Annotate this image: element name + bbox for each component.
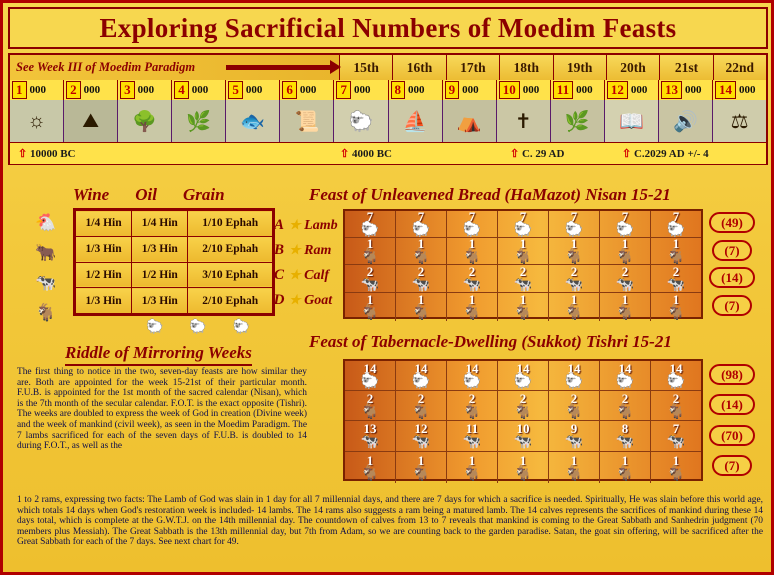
timeline-number-cell: [118, 80, 172, 100]
page-title: [8, 7, 768, 49]
feast1-letter-a: A: [273, 217, 284, 233]
donkey-icon: 🐔: [35, 213, 57, 232]
sheep-icon: 🐑: [232, 319, 251, 335]
lamb-icon: 🐑: [360, 222, 380, 238]
table-row: [345, 293, 701, 321]
grid-cell: 7 🐑: [549, 211, 600, 237]
ram-icon: 🐐: [615, 403, 635, 420]
timeline-number: 10: [499, 81, 520, 99]
goat-icon: 🐐: [615, 305, 635, 321]
goat-icon: 🐐: [462, 305, 482, 321]
offering-cell: 1/3 Hin: [132, 236, 188, 262]
grid-cell: 7 🐑: [600, 211, 651, 237]
ram-icon: 🐐: [564, 403, 584, 420]
grid-cell: 1 🐐: [549, 452, 600, 483]
riddle-heading: Riddle of Mirroring Weeks: [65, 343, 252, 366]
offering-cell: 1/4 Hin: [132, 211, 188, 237]
timeline-marker-row: [10, 142, 766, 164]
calf-icon: 🐄: [360, 434, 380, 450]
grid-cell: 1 🐐: [396, 293, 447, 321]
lamb-icon: 🐑: [615, 222, 635, 238]
timeline-marker: [340, 147, 392, 160]
timeline-zeros: 000: [522, 84, 540, 96]
sheep-icon: 🐑: [189, 319, 207, 335]
feast1-label-calf: ★ Calf: [289, 267, 330, 283]
timeline-number-cell: [659, 80, 713, 100]
feast1-letter-b: B: [273, 242, 284, 258]
timeline-number-cell: [226, 80, 280, 100]
calf-icon: 🐄: [513, 434, 533, 450]
grid-cell: 2 🐄: [600, 265, 651, 292]
lamb-icon: 🐑: [513, 373, 533, 390]
star-icon: ★: [289, 292, 301, 307]
grid-cell: 14 🐑: [396, 361, 447, 390]
goat-icon: 🐐: [360, 465, 380, 482]
up-arrow-icon: ⇧: [340, 148, 350, 160]
grid-cell: 1 🐐: [396, 238, 447, 264]
timeline-zeros: 000: [191, 84, 209, 96]
ram-icon: 🐐: [513, 403, 533, 420]
grid-cell: 2 🐄: [345, 265, 396, 292]
timeline-week-row: [10, 55, 766, 80]
tree-icon: 🌳: [118, 100, 172, 142]
table-row: [345, 391, 701, 421]
calf-icon: 🐄: [615, 434, 635, 450]
goat-icon: 🐐: [411, 305, 431, 321]
timeline-zeros: 000: [83, 84, 101, 96]
sunrise-icon: ☼: [10, 100, 64, 142]
ox-icon: 🐂: [35, 243, 57, 262]
grid-cell: 2 🐄: [549, 265, 600, 292]
timeline-number-cell: [280, 80, 334, 100]
timeline-marker: [622, 147, 709, 160]
riddle-bottom-text: 1 to 2 rams, expressing two facts: The Lamb of God was slain in 1 day for all 7 millennial days, and there are 7 days for which a sacrifice is needed. Spiritually, He was slain before this world age, which totals 14 days when God's restoration week is included- 14 lambs. The 14 rams also suggests a ram being a matured lamb. The 14 calves represents the sacrifices of mankind during these 14 days total, which is complete at the G.W.T.J. on the 14th millennial day. The countdown of calves from 13 to 7 reveals that mankind is coming to the Great Sabbath and Sanhedrin judgment (70 members plus Messiah). The Great Sabbath is the 13th millennial day, but 7th from Adam, so we are counting back to the garden paradise. Satan, the goat sin offering, will be sacrificed after the Great Sabbath for each of the 7 days. See next chart for 49.: [17, 495, 763, 548]
feast1-total-ram: (7): [712, 240, 751, 261]
up-arrow-icon: ⇧: [510, 148, 520, 160]
calf-icon: 🐄: [360, 276, 380, 293]
calf-icon: 🐄: [513, 276, 533, 293]
grid-cell: 7 🐑: [666, 209, 686, 238]
timeline-number-cell: [10, 80, 64, 100]
lamb-icon: 🐑: [462, 222, 482, 238]
timeline-number-cell: [713, 80, 766, 100]
offering-cell: 1/10 Ephah: [188, 211, 273, 237]
grid-cell: 7 🐑: [447, 211, 498, 237]
feast2-grid: [343, 359, 703, 481]
offerings-table: [73, 208, 275, 316]
feast1-letter-c: C: [273, 267, 284, 283]
feast2-total-lamb: (98): [709, 364, 755, 385]
grid-cell: 2 🐐: [447, 391, 498, 420]
timeline-number: 2: [66, 81, 81, 99]
ram-icon: 🐐: [666, 403, 686, 420]
tent-icon: ⛺: [443, 100, 497, 142]
feast1-label-goat: ★ Goat: [289, 292, 333, 308]
timeline-number-cell: [389, 80, 443, 100]
timeline-number: 8: [391, 81, 406, 99]
grid-cell: 1 🐐: [600, 238, 651, 264]
ram-icon: 🐐: [462, 403, 482, 420]
lamb-icon: 🐑: [666, 222, 686, 238]
grid-cell: 1 🐐: [498, 293, 549, 321]
page-title-text: Exploring Sacrificial Numbers of Moedim Feasts: [99, 12, 677, 43]
table-row: [345, 421, 701, 452]
week-21st: 21st: [660, 55, 713, 80]
goat-icon: 🐐: [615, 465, 635, 482]
timeline-number-cell: [172, 80, 226, 100]
timeline-number-cell: [551, 80, 605, 100]
timeline-number-cell: [64, 80, 118, 100]
ram-icon: 🐐: [513, 249, 533, 265]
grid-cell: 14 🐑: [345, 361, 396, 390]
week-16th: 16th: [393, 55, 446, 80]
grid-cell: 1 🐐: [345, 452, 396, 483]
grid-cell: 10 🐄: [498, 421, 549, 451]
cross-icon: ✝: [497, 100, 551, 142]
ram-icon: 🐐: [666, 249, 686, 265]
wreath-icon: 🌿: [551, 100, 605, 142]
grid-cell: 1 🐐: [666, 292, 686, 321]
feast1-label-lamb: ★ Lamb: [289, 217, 338, 233]
timeline-zeros: 000: [353, 84, 371, 96]
ram-icon: 🐐: [462, 249, 482, 265]
lamb-icon: 🐑: [666, 373, 686, 390]
ram-icon: 🐐: [411, 249, 431, 265]
timeline-number: 11: [553, 81, 573, 99]
grid-cell: 1 🐐: [600, 293, 651, 321]
timeline-number: 13: [661, 81, 682, 99]
timeline-number: 7: [336, 81, 351, 99]
feast2-total-calf: (70): [709, 425, 755, 446]
timeline-marker: [18, 147, 76, 160]
goat-icon: 🐐: [35, 303, 57, 322]
lamb-icon: 🐑: [615, 373, 635, 390]
up-arrow-icon: ⇧: [18, 148, 28, 160]
arrow-icon: [226, 65, 331, 70]
offering-cell: 2/10 Ephah: [188, 236, 273, 262]
feast1-label-ram: ★ Ram: [289, 242, 332, 258]
grid-cell: 14 🐑: [666, 360, 686, 390]
grain-header: Grain: [182, 185, 225, 204]
calf-icon: 🐄: [615, 276, 635, 293]
timeline-icon-row: [10, 100, 766, 142]
fish-icon: 🐟: [226, 100, 280, 142]
calf-icon: 🐄: [462, 434, 482, 450]
week-15th: 15th: [340, 55, 393, 80]
offering-cell: 1/3 Hin: [76, 236, 132, 262]
timeline-number-row: [10, 80, 766, 100]
oil-header: Oil: [135, 185, 157, 204]
grid-cell: 2 🐐: [345, 391, 396, 420]
grid-cell: 1 🐐: [345, 293, 396, 321]
grid-cell: 1 🐐: [447, 452, 498, 483]
feast1-letter-d: D: [273, 292, 285, 308]
grid-cell: 1 🐐: [498, 238, 549, 264]
feast1-total-goat: (7): [712, 295, 751, 316]
grid-cell: 2 🐄: [666, 263, 686, 293]
grid-cell: 2 🐐: [666, 390, 686, 420]
ark-icon: ⛵: [389, 100, 443, 142]
table-row: [345, 238, 701, 265]
timeline-number: 14: [715, 81, 736, 99]
grid-cell: 14 🐑: [498, 361, 549, 390]
feast1-title: Feast of Unleavened Bread (HaMazot) Nisan 15-21: [309, 185, 671, 204]
grid-cell: 1 🐐: [600, 452, 651, 483]
week-note: [10, 55, 340, 80]
grid-cell: 7 🐑: [498, 211, 549, 237]
lamb-icon: 🐑: [411, 222, 431, 238]
timeline-marker-label: C. 29 AD: [521, 148, 565, 160]
timeline-number: 9: [445, 81, 460, 99]
ram-icon: 🐐: [411, 403, 431, 420]
calf-icon: 🐄: [666, 434, 686, 450]
timeline-marker-label: C.2029 AD +/- 4: [633, 148, 709, 160]
offering-cell: 1/4 Hin: [76, 211, 132, 237]
feast1-totals: [703, 209, 761, 319]
calf-icon: 🐄: [462, 276, 482, 293]
lamb-icon: 🐑: [513, 222, 533, 238]
feast2-total-goat: (7): [712, 455, 751, 476]
lamb-icon: 🐑: [462, 373, 482, 390]
landscape-icon: ⛰: [64, 100, 118, 142]
trumpet-icon: 🔊: [659, 100, 713, 142]
grid-cell: 1 🐐: [549, 238, 600, 264]
animal-icon-column: [21, 208, 71, 328]
feast1-grid: [343, 209, 703, 319]
grid-cell: 2 🐐: [396, 391, 447, 420]
grid-cell: 7 🐄: [666, 421, 686, 450]
ram-icon: 🐐: [360, 403, 380, 420]
timeline-zeros: 000: [462, 84, 479, 96]
feast1-letter-column: [271, 213, 287, 313]
calf-icon: 🐄: [411, 434, 431, 450]
timeline-marker: [510, 147, 564, 160]
timeline-zeros: 000: [684, 84, 702, 96]
calf-icon: 🐄: [564, 434, 584, 450]
timeline-number: 12: [607, 81, 628, 99]
timeline-zeros: 000: [576, 84, 593, 96]
table-row: [345, 265, 701, 293]
ram-icon: 🐐: [360, 249, 380, 265]
offering-cell: 3/10 Ephah: [188, 262, 273, 288]
star-icon: ★: [289, 267, 301, 282]
timeline-number-cell: [605, 80, 659, 100]
timeline-number-cell: [334, 80, 388, 100]
timeline-zeros: 000: [408, 84, 425, 96]
timeline-zeros: 000: [630, 84, 648, 96]
lamb-icon: 🐑: [360, 373, 380, 390]
calf-icon: 🐄: [564, 276, 584, 293]
offering-cell: 1/2 Hin: [132, 262, 188, 288]
calf-icon: 🐄: [666, 276, 686, 293]
goat-icon: 🐐: [666, 465, 686, 482]
timeline-number: 1: [12, 81, 27, 99]
timeline-zeros: 000: [299, 84, 317, 96]
table-row: [345, 361, 701, 391]
grid-cell: 1 🐐: [447, 293, 498, 321]
ram-icon: 🐐: [564, 249, 584, 265]
grid-cell: 13 🐄: [345, 421, 396, 451]
table-row: [76, 211, 273, 237]
lamb-icon: 🐑: [411, 373, 431, 390]
week-note-text: See Week III of Moedim Paradigm: [16, 60, 196, 74]
grid-cell: 11 🐄: [447, 421, 498, 451]
goat-icon: 🐐: [564, 305, 584, 321]
timeline-number: 6: [282, 81, 297, 99]
grid-cell: 2 🐄: [396, 265, 447, 292]
scroll-icon: 📜: [280, 100, 334, 142]
ram-icon: 🐐: [615, 249, 635, 265]
grid-cell: 1 🐐: [549, 293, 600, 321]
sheep-icon: 🐑: [145, 319, 164, 335]
grid-cell: 2 🐐: [498, 391, 549, 420]
riddle-body-text: The first thing to notice in the two, seven-day feasts are how similar they are. Both are appointed for the week 15-21st of their particular month. F.U.B. is appointed for the 1st month of the sacred calendar (Nisan), which is the 7th month of the secular calendar. F.O.T. is the exact opposite (Tishri). The weeks are doubled to express the week of God in creation (Divine week) and the week of mankind (civil week), as seen in the Moedim Paradigm. The 7 lambs sacrificed for each of the seven days of F.U.B. is doubled to 14 during F.O.T., as well as the: [17, 367, 307, 452]
table-row: [76, 288, 273, 314]
grid-cell: 2 🐐: [549, 391, 600, 420]
week-20th: 20th: [607, 55, 660, 80]
grid-cell: 1 🐐: [345, 238, 396, 264]
feast2-title: Feast of Tabernacle-Dwelling (Sukkot) Tishri 15-21: [309, 332, 672, 351]
star-icon: ★: [289, 242, 301, 257]
offering-cell: 2/10 Ephah: [188, 288, 273, 314]
timeline-number: 4: [174, 81, 189, 99]
feast2-total-ram: (14): [709, 394, 755, 415]
grid-cell: 1 🐐: [396, 452, 447, 483]
lamb-icon: 🐑: [564, 222, 584, 238]
goat-icon: 🐐: [564, 465, 584, 482]
feast1-total-lamb: (49): [709, 212, 755, 233]
week-22nd: 22nd: [714, 55, 766, 80]
timeline-marker-label: 10000 BC: [29, 148, 76, 160]
timeline-zeros: 000: [245, 84, 263, 96]
grid-cell: 2 🐐: [600, 391, 651, 420]
sheep-icon: 🐑: [334, 100, 388, 142]
grid-cell: 9 🐄: [549, 421, 600, 451]
timeline-zeros: 000: [739, 84, 756, 96]
feast2-totals: [703, 359, 761, 481]
timeline-number: 5: [228, 81, 243, 99]
timeline-number: 3: [120, 81, 135, 99]
grid-cell: 1 🐐: [666, 236, 686, 265]
grid-cell: 7 🐑: [396, 211, 447, 237]
up-arrow-icon: ⇧: [622, 148, 632, 160]
plant-icon: 🌿: [172, 100, 226, 142]
star-icon: ★: [289, 217, 301, 232]
grid-cell: 14 🐑: [447, 361, 498, 390]
offering-cell: 1/2 Hin: [76, 262, 132, 288]
grid-cell: 2 🐄: [447, 265, 498, 292]
grid-cell: 1 🐐: [447, 238, 498, 264]
offering-cell: 1/3 Hin: [132, 288, 188, 314]
table-row: [345, 452, 701, 483]
grid-cell: 7 🐑: [345, 211, 396, 237]
goat-icon: 🐐: [513, 465, 533, 482]
feast1-total-calf: (14): [709, 267, 755, 288]
goat-icon: 🐐: [360, 305, 380, 321]
grid-cell: 2 🐄: [498, 265, 549, 292]
goat-icon: 🐐: [513, 305, 533, 321]
grid-cell: 1 🐐: [666, 452, 686, 482]
calf-icon: 🐄: [35, 273, 57, 292]
book-icon: 📖: [605, 100, 659, 142]
goat-icon: 🐐: [462, 465, 482, 482]
timeline-zeros: 000: [29, 84, 46, 96]
grid-cell: 8 🐄: [600, 421, 651, 451]
table-row: [76, 236, 273, 262]
week-18th: 18th: [500, 55, 553, 80]
timeline-marker-label: 4000 BC: [351, 148, 392, 160]
scales-icon: ⚖: [713, 100, 766, 142]
grid-cell: 14 🐑: [600, 361, 651, 390]
timeline-number-cell: [443, 80, 497, 100]
calf-icon: 🐄: [411, 276, 431, 293]
timeline-zeros: 000: [137, 84, 155, 96]
offering-cell: 1/3 Hin: [76, 288, 132, 314]
week-17th: 17th: [447, 55, 500, 80]
week-19th: 19th: [554, 55, 607, 80]
timeline-number-cell: [497, 80, 551, 100]
goat-icon: 🐐: [666, 305, 686, 321]
grid-cell: 12 🐄: [396, 421, 447, 451]
lamb-icon: 🐑: [564, 373, 584, 390]
timeline-panel: [8, 53, 768, 165]
offerings-headers: [73, 185, 303, 205]
grid-cell: 14 🐑: [549, 361, 600, 390]
table-row: [76, 262, 273, 288]
sheep-icon-row: [133, 316, 263, 338]
goat-icon: 🐐: [411, 465, 431, 482]
grid-cell: 1 🐐: [498, 452, 549, 483]
table-row: [345, 211, 701, 238]
wine-header: Wine: [73, 185, 110, 204]
